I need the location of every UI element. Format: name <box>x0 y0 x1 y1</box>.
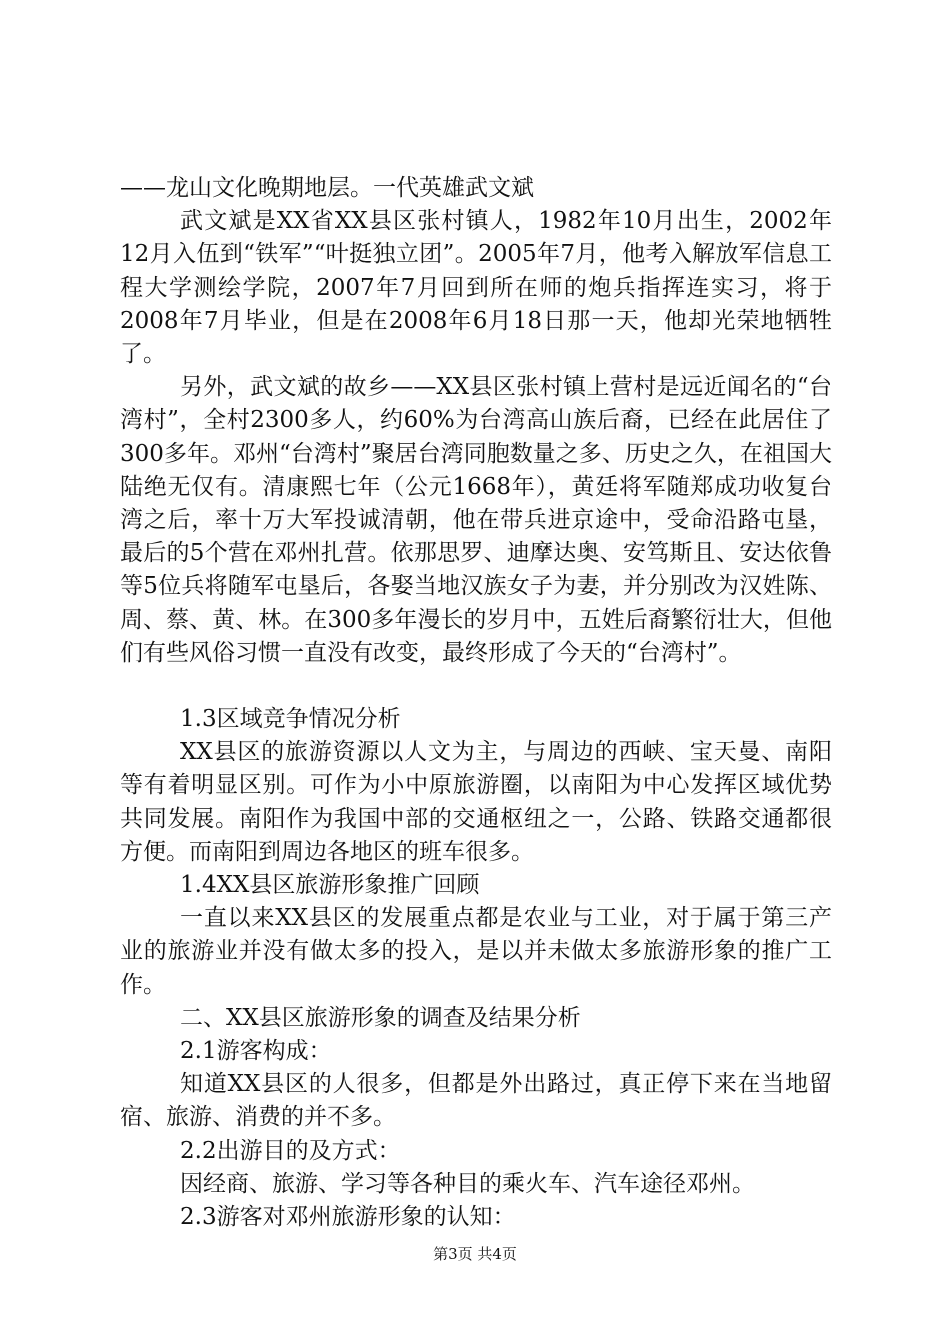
page-footer: 第3页 共4页 <box>433 1245 517 1263</box>
section-heading-2: 二、XX县区旅游形象的调查及结果分析 <box>180 1004 581 1031</box>
section-heading-1-4: 1.4XX县区旅游形象推广回顾 <box>180 872 480 899</box>
section-heading-2-1: 2.1游客构成： <box>180 1038 332 1065</box>
paragraph-gap <box>120 670 832 703</box>
document-body <box>120 172 832 1234</box>
paragraph-1-4: 一直以来XX县区的发展重点都是农业与工业，对于属于第三产业的旅游业并没有做太多的投入，是以并未做太多旅游形象的推广工作。 <box>120 905 832 998</box>
section-heading-2-3: 2.3游客对邓州旅游形象的认知： <box>180 1204 516 1231</box>
paragraph-wu-wenbin: 武文斌是XX省XX县区张村镇人，1982年10月出生，2002年12月入伍到“铁军”“叶挺独立团”。2005年7月，他考入解放军信息工程大学测绘学院，2007年7月回到所在师的炮兵指挥连实习，将于2008年7月毕业，但是在2008年6月18日那一天，他却光荣地牺牲了。 <box>120 208 832 368</box>
paragraph-2-1: 知道XX县区的人很多，但都是外出路过，真正停下来在当地留宿、旅游、消费的并不多。 <box>120 1071 832 1131</box>
paragraph-taiwan-village: 另外，武文斌的故乡——XX县区张村镇上营村是远近闻名的“台湾村”，全村2300多人，约60%为台湾高山族后裔，已经在此居住了300多年。邓州“台湾村”聚居台湾同胞数量之多、历史之久，在祖国大陆绝无仅有。清康熙七年（公元1668年），黄廷将军随郑成功收复台湾之后，率十万大军投诚清朝，他在带兵进京途中，受命沿路屯垦，最后的5个营在邓州扎营。依那思罗、迪摩达奥、安笃斯且、安达依鲁等5位兵将随军屯垦后，各娶当地汉族女子为妻，并分别改为汉姓陈、周、蔡、黄、林。在300多年漫长的岁月中，五姓后裔繁衍壮大，但他们有些风俗习惯一直没有改变，最终形成了今天的“台湾村”。 <box>120 374 832 666</box>
paragraph-1-3: XX县区的旅游资源以人文为主，与周边的西峡、宝天曼、南阳等有着明显区别。可作为小中原旅游圈，以南阳为中心发挥区域优势共同发展。南阳作为我国中部的交通枢纽之一，公路、铁路交通都很方便。而南阳到周边各地区的班车很多。 <box>120 739 832 865</box>
section-heading-2-2: 2.2出游目的及方式： <box>180 1137 401 1164</box>
hero-heading: ——龙山文化晚期地层。一代英雄武文斌 <box>120 175 534 201</box>
section-heading-1-3: 1.3区域竞争情况分析 <box>180 706 401 733</box>
paragraph-2-2: 因经商、旅游、学习等各种目的乘火车、汽车途径邓州。 <box>180 1170 755 1197</box>
